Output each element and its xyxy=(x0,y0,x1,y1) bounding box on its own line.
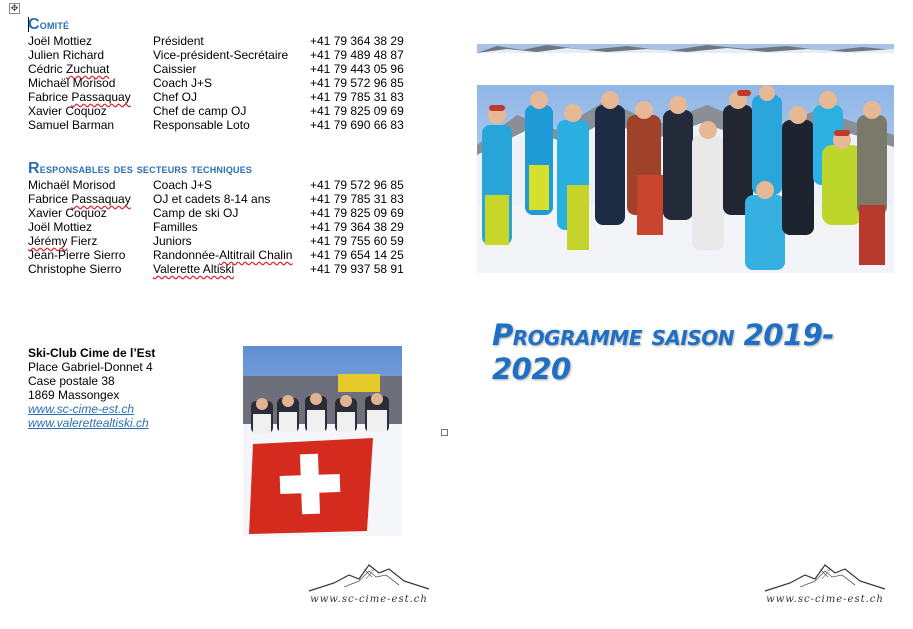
group-photo xyxy=(477,85,894,273)
table-row: Jean-Pierre Sierro Randonnée-Altitrail Chalin +41 79 654 14 25 xyxy=(28,248,404,262)
secteurs-heading: Responsables des secteurs techniques xyxy=(28,160,253,177)
club-logo-left xyxy=(304,557,434,605)
mountain-strip-image xyxy=(477,40,894,49)
secteurs-list xyxy=(28,178,418,276)
table-row: Jérémy Fierz Juniors +41 79 755 60 59 xyxy=(28,234,404,248)
logo-url-text: www.sc-cime-est.ch xyxy=(766,594,884,605)
address-box: Case postale 38 xyxy=(28,374,115,388)
swiss-flag-photo xyxy=(243,346,402,536)
comite-list xyxy=(28,34,418,132)
table-row: Fabrice Passaquay OJ et cadets 8-14 ans +41 79 785 31 83 xyxy=(28,192,404,206)
club-logo-right xyxy=(760,557,890,605)
spellcheck-word: Altitrail Chalin xyxy=(219,248,293,262)
table-row: Michaël Morisod Coach J+S +41 79 572 96 85 xyxy=(28,178,404,192)
address-city: 1869 Massongex xyxy=(28,388,120,402)
table-row: Cédric Zuchuat Caissier +41 79 443 05 96 xyxy=(28,62,404,76)
table-row: Xavier Coquoz Camp de ski OJ +41 79 825 09 69 xyxy=(28,206,404,220)
website-link[interactable]: www.sc-cime-est.ch xyxy=(28,402,135,416)
table-row: Michaël Morisod Coach J+S +41 79 572 96 85 xyxy=(28,76,404,90)
object-anchor[interactable] xyxy=(441,429,448,436)
spellcheck-word: Passaquay xyxy=(71,192,131,206)
table-row: Xavier Coquoz Chef de camp OJ +41 79 825 09 69 xyxy=(28,104,404,118)
spellcheck-word: Zuchuat xyxy=(66,62,110,76)
website-link-altiski[interactable]: www.valerettealtiski.ch xyxy=(28,416,149,430)
spellcheck-word: Passaquay xyxy=(71,90,131,104)
table-row: Samuel Barman Responsable Loto +41 79 690 66 83 xyxy=(28,118,404,132)
table-row: Christophe Sierro Valerette Altiski +41 79 937 58 91 xyxy=(28,262,404,276)
table-row: Joël Mottiez Familles +41 79 364 38 29 xyxy=(28,220,404,234)
club-address xyxy=(28,346,155,430)
table-row: Julien Richard Vice-président-Secrétaire +41 79 489 48 87 xyxy=(28,48,404,62)
club-name: Ski-Club Cime de l’Est xyxy=(28,346,156,360)
move-icon[interactable]: ✥ xyxy=(10,3,19,13)
table-row: Joël Mottiez Président +41 79 364 38 29 xyxy=(28,34,404,48)
address-street: Place Gabriel-Donnet 4 xyxy=(28,360,153,374)
spellcheck-word: Valerette Altiski xyxy=(153,262,235,276)
table-row: Fabrice Passaquay Chef OJ +41 79 785 31 83 xyxy=(28,90,404,104)
comite-heading: Comité xyxy=(28,16,70,33)
programme-title: Programme saison 2019-2020 xyxy=(492,318,834,386)
logo-url-text: www.sc-cime-est.ch xyxy=(310,594,428,605)
spellcheck-word: Jérémy xyxy=(28,234,68,248)
